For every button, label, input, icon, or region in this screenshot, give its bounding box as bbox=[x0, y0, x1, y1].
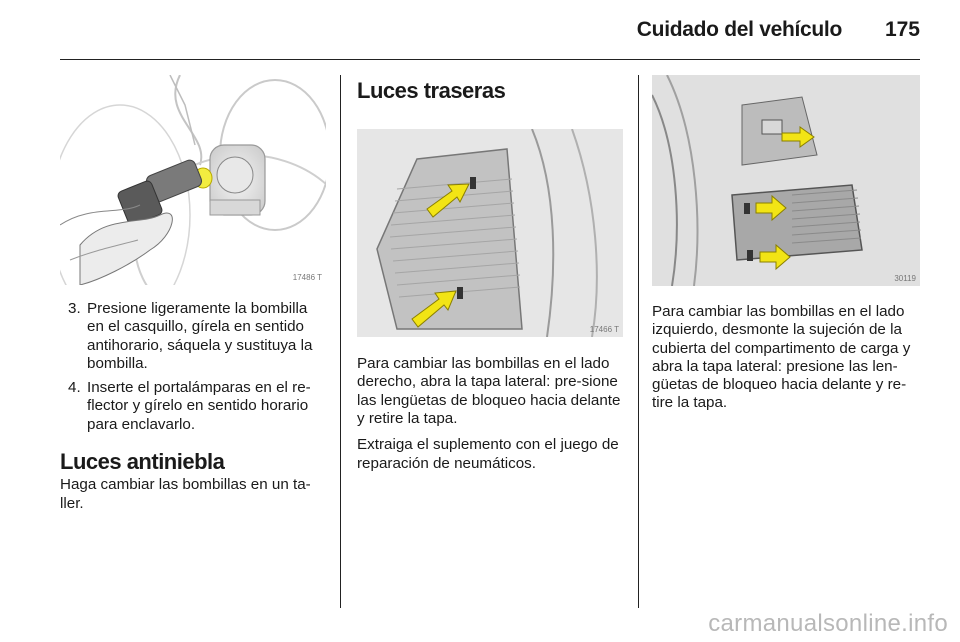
step-item bbox=[60, 300, 326, 373]
body-paragraph: Para cambiar las bombillas en el lado izquierdo, desmonte la sujeción de la cubierta del compartimento de carga y abra la tapa lateral: presione las len-güetas de bloqueo hacia delante y re-tire la tapa. bbox=[652, 303, 911, 412]
column-divider-right bbox=[638, 75, 639, 608]
page-header bbox=[60, 0, 920, 60]
body-paragraph: Extraiga el suplemento con el juego de reparación de neumáticos. bbox=[357, 436, 619, 472]
step-number: 3. bbox=[68, 300, 81, 317]
left-side-panel-drawing bbox=[652, 75, 920, 286]
step-number: 4. bbox=[68, 379, 81, 397]
rear-lights-heading: Luces traseras bbox=[357, 78, 506, 103]
watermark: carmanualsonline.info bbox=[708, 610, 948, 637]
instruction-steps bbox=[60, 300, 326, 434]
figure-code: 30119 bbox=[894, 274, 916, 283]
page-number: 175 bbox=[884, 18, 920, 41]
bulb-holder-drawing bbox=[60, 75, 326, 285]
step-text: Inserte el portalámparas en el re-flector y gírelo en sentido horario para enclavarlo. bbox=[87, 379, 311, 433]
right-column bbox=[652, 75, 920, 413]
body-paragraph: Para cambiar las bombillas en el lado derecho, abra la tapa lateral: pre-sione las lengüetas de bloqueo hacia delante y retire la tapa. bbox=[357, 355, 621, 428]
figure-code: 17486 T bbox=[292, 273, 322, 282]
right-side-panel-illustration bbox=[357, 129, 623, 337]
left-column bbox=[60, 75, 326, 513]
fog-lights-text: Haga cambiar las bombillas en un ta-ller. bbox=[60, 476, 311, 512]
figure-code: 17466 T bbox=[589, 325, 619, 335]
header-divider bbox=[60, 59, 920, 60]
step-text: Presione ligeramente la bombilla en el casquillo, gírela en sentido antihorario, sáquela y sustituya la bombilla. bbox=[87, 300, 313, 372]
right-side-panel-drawing bbox=[357, 129, 623, 337]
middle-column bbox=[357, 75, 623, 473]
column-divider-left bbox=[340, 75, 341, 608]
fog-lights-heading: Luces antiniebla bbox=[60, 449, 225, 475]
left-side-panel-illustration bbox=[652, 75, 920, 286]
page-title: Cuidado del vehículo bbox=[636, 18, 842, 41]
step-item bbox=[60, 379, 326, 434]
bulb-holder-illustration bbox=[60, 75, 326, 285]
